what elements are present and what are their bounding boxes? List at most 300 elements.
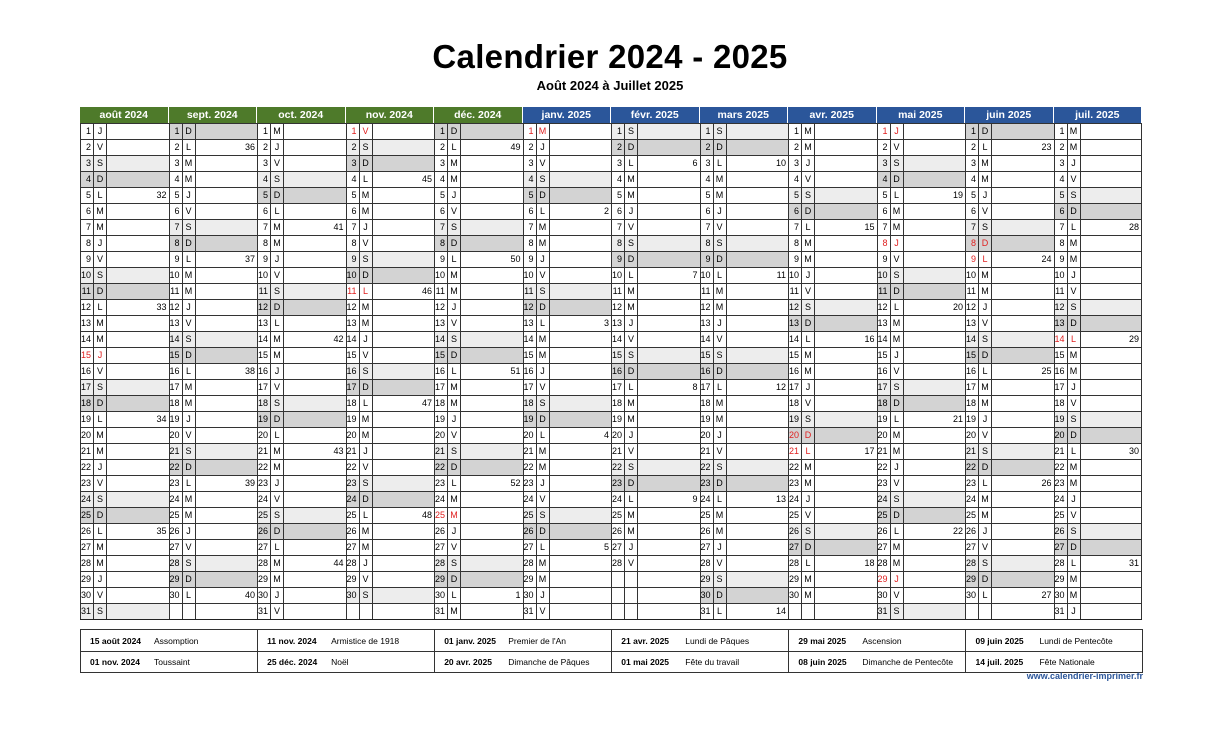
day-number: 16	[700, 364, 713, 379]
day-number: 1	[169, 124, 182, 139]
day-row	[257, 603, 346, 619]
day-number: 24	[257, 492, 270, 507]
week-number	[283, 300, 346, 315]
week-number	[903, 332, 966, 347]
week-number	[195, 572, 258, 587]
day-letter: S	[359, 364, 372, 379]
week-number: 21	[903, 412, 966, 427]
week-number	[637, 444, 700, 459]
day-row	[965, 507, 1054, 523]
day-letter: S	[1067, 412, 1080, 427]
day-row	[80, 395, 169, 411]
day-number: 20	[434, 428, 447, 443]
day-letter: S	[359, 588, 372, 603]
day-row	[611, 443, 700, 459]
day-number: 23	[1054, 476, 1067, 491]
week-number	[637, 236, 700, 251]
day-row	[611, 315, 700, 331]
day-letter: V	[93, 140, 106, 155]
day-letter: M	[978, 156, 991, 171]
day-row	[611, 395, 700, 411]
week-number	[372, 444, 435, 459]
day-number: 19	[611, 412, 624, 427]
week-number	[372, 140, 435, 155]
holiday-date: 01 janv. 2025	[444, 635, 497, 646]
week-number	[372, 412, 435, 427]
week-number	[106, 124, 169, 139]
week-number	[549, 300, 612, 315]
day-letter: L	[978, 252, 991, 267]
week-number	[1080, 476, 1142, 491]
week-number	[283, 604, 346, 619]
day-letter: D	[182, 572, 195, 587]
day-number: 31	[700, 604, 713, 619]
week-number	[549, 572, 612, 587]
day-row	[788, 315, 877, 331]
day-row	[257, 523, 346, 539]
week-number	[106, 204, 169, 219]
day-row	[700, 507, 789, 523]
day-row	[80, 507, 169, 523]
day-row	[346, 571, 435, 587]
day-letter: M	[359, 204, 372, 219]
month-column	[611, 107, 700, 619]
day-letter: L	[536, 540, 549, 555]
day-number: 2	[169, 140, 182, 155]
day-letter: S	[93, 268, 106, 283]
day-letter: M	[624, 284, 637, 299]
day-row	[523, 139, 612, 155]
day-row	[346, 459, 435, 475]
week-number	[283, 316, 346, 331]
day-letter: V	[447, 540, 460, 555]
day-row	[169, 155, 258, 171]
day-letter: M	[624, 524, 637, 539]
week-number	[726, 476, 789, 491]
day-number: 3	[877, 156, 890, 171]
day-row	[1054, 427, 1143, 443]
day-number: 30	[1054, 588, 1067, 603]
day-row	[611, 603, 700, 619]
day-row	[257, 459, 346, 475]
day-letter: M	[93, 444, 106, 459]
day-letter: M	[978, 396, 991, 411]
week-number	[460, 268, 523, 283]
day-letter: V	[978, 204, 991, 219]
day-number: 6	[257, 204, 270, 219]
holiday-name: Ascension	[862, 635, 902, 646]
day-letter: V	[890, 252, 903, 267]
day-row	[788, 523, 877, 539]
day-letter: D	[713, 476, 726, 491]
day-number: 22	[965, 460, 978, 475]
day-letter: J	[536, 476, 549, 491]
day-number: 10	[700, 268, 713, 283]
day-row	[169, 219, 258, 235]
day-row	[877, 395, 966, 411]
day-letter: D	[182, 124, 195, 139]
day-row	[877, 523, 966, 539]
day-letter: L	[890, 300, 903, 315]
week-number	[637, 188, 700, 203]
week-number	[726, 140, 789, 155]
day-row	[257, 235, 346, 251]
week-number	[991, 380, 1054, 395]
week-number	[372, 524, 435, 539]
day-number: 18	[80, 396, 93, 411]
day-number: 8	[877, 236, 890, 251]
week-number	[726, 412, 789, 427]
day-letter: S	[359, 476, 372, 491]
day-letter: M	[801, 572, 814, 587]
day-number: 24	[434, 492, 447, 507]
day-row	[169, 235, 258, 251]
day-row	[80, 443, 169, 459]
day-row	[434, 603, 523, 619]
day-letter: V	[713, 332, 726, 347]
day-letter: S	[93, 604, 106, 619]
day-letter: V	[93, 588, 106, 603]
day-letter: D	[447, 572, 460, 587]
week-number	[1080, 492, 1142, 507]
day-letter: J	[890, 236, 903, 251]
day-letter: V	[536, 492, 549, 507]
day-row	[700, 491, 789, 507]
day-letter: L	[182, 476, 195, 491]
day-letter: M	[182, 284, 195, 299]
day-number: 13	[611, 316, 624, 331]
week-number	[372, 380, 435, 395]
day-number: 15	[257, 348, 270, 363]
day-letter: S	[447, 332, 460, 347]
day-number: 15	[611, 348, 624, 363]
day-row	[877, 379, 966, 395]
day-row	[257, 171, 346, 187]
day-number: 1	[877, 124, 890, 139]
day-number: 15	[523, 348, 536, 363]
week-number	[814, 316, 877, 331]
day-letter: M	[182, 396, 195, 411]
day-number: 12	[80, 300, 93, 315]
day-row	[434, 139, 523, 155]
day-row	[346, 187, 435, 203]
day-number: 8	[169, 236, 182, 251]
day-row	[257, 203, 346, 219]
day-number: 17	[788, 380, 801, 395]
day-letter: M	[182, 492, 195, 507]
day-letter: S	[536, 284, 549, 299]
day-number: 31	[257, 604, 270, 619]
week-number	[903, 428, 966, 443]
day-row	[346, 587, 435, 603]
week-number	[814, 188, 877, 203]
day-number: 15	[1054, 348, 1067, 363]
week-number: 13	[726, 492, 789, 507]
day-row	[788, 267, 877, 283]
day-letter: V	[1067, 396, 1080, 411]
week-number	[903, 348, 966, 363]
day-row	[1054, 539, 1143, 555]
day-number: 4	[700, 172, 713, 187]
week-number	[814, 476, 877, 491]
day-row	[434, 347, 523, 363]
week-number	[814, 140, 877, 155]
day-letter: M	[359, 412, 372, 427]
week-number	[283, 188, 346, 203]
day-number: 16	[523, 364, 536, 379]
week-number	[726, 460, 789, 475]
day-number: 7	[257, 220, 270, 235]
day-number: 9	[169, 252, 182, 267]
day-number: 6	[523, 204, 536, 219]
day-number: 14	[1054, 332, 1067, 347]
day-row	[1054, 331, 1143, 347]
day-letter: J	[1067, 268, 1080, 283]
day-number: 14	[434, 332, 447, 347]
day-letter: V	[536, 380, 549, 395]
week-number	[637, 540, 700, 555]
day-row	[700, 411, 789, 427]
week-number	[283, 508, 346, 523]
week-number	[637, 572, 700, 587]
day-row	[169, 139, 258, 155]
day-letter: L	[1067, 220, 1080, 235]
week-number: 46	[372, 284, 435, 299]
day-letter: M	[270, 460, 283, 475]
day-letter: M	[93, 204, 106, 219]
day-letter: M	[1067, 476, 1080, 491]
day-number: 3	[965, 156, 978, 171]
week-number	[460, 444, 523, 459]
day-number: 17	[523, 380, 536, 395]
day-letter: M	[1067, 252, 1080, 267]
day-letter: J	[713, 316, 726, 331]
day-letter: D	[1067, 540, 1080, 555]
day-number: 24	[700, 492, 713, 507]
day-letter: M	[1067, 572, 1080, 587]
day-row	[700, 347, 789, 363]
week-number	[637, 300, 700, 315]
day-letter: V	[1067, 508, 1080, 523]
day-letter: J	[801, 492, 814, 507]
week-number: 18	[814, 556, 877, 571]
day-row	[700, 235, 789, 251]
day-row	[523, 219, 612, 235]
day-row	[346, 363, 435, 379]
day-letter: S	[890, 604, 903, 619]
day-letter: M	[270, 556, 283, 571]
day-row	[877, 299, 966, 315]
day-row	[788, 587, 877, 603]
day-row	[169, 267, 258, 283]
day-letter: D	[801, 316, 814, 331]
day-letter: D	[978, 572, 991, 587]
week-number	[1080, 156, 1142, 171]
day-letter: V	[182, 428, 195, 443]
day-number: 16	[965, 364, 978, 379]
day-row	[965, 539, 1054, 555]
day-letter: M	[536, 444, 549, 459]
day-number: 30	[434, 588, 447, 603]
day-letter: M	[447, 156, 460, 171]
week-number	[460, 156, 523, 171]
day-letter: L	[359, 396, 372, 411]
day-row	[877, 443, 966, 459]
day-row	[611, 139, 700, 155]
week-number	[195, 220, 258, 235]
calendar-grid	[80, 107, 1142, 620]
day-row	[877, 427, 966, 443]
week-number	[195, 380, 258, 395]
day-letter: L	[801, 220, 814, 235]
day-number: 28	[965, 556, 978, 571]
day-letter: M	[270, 124, 283, 139]
day-row	[169, 427, 258, 443]
day-row	[700, 267, 789, 283]
day-number: 1	[700, 124, 713, 139]
day-number: 15	[169, 348, 182, 363]
week-number	[549, 140, 612, 155]
week-number	[814, 524, 877, 539]
week-number: 27	[991, 588, 1054, 603]
week-number	[726, 124, 789, 139]
day-row	[523, 283, 612, 299]
day-number: 9	[965, 252, 978, 267]
day-number: 6	[434, 204, 447, 219]
holiday-date: 11 nov. 2024	[267, 635, 317, 646]
day-number: 7	[700, 220, 713, 235]
day-row	[700, 251, 789, 267]
week-number	[372, 348, 435, 363]
holiday-name: Fête Nationale	[1039, 657, 1095, 667]
website-link[interactable]: www.calendrier-imprimer.fr	[1026, 671, 1143, 681]
day-number: 23	[788, 476, 801, 491]
day-number: 24	[346, 492, 359, 507]
day-row	[169, 603, 258, 619]
week-number	[814, 508, 877, 523]
week-number: 43	[283, 444, 346, 459]
day-letter: M	[801, 588, 814, 603]
day-number: 8	[257, 236, 270, 251]
day-number: 11	[788, 284, 801, 299]
day-letter: M	[93, 316, 106, 331]
day-letter	[182, 604, 195, 619]
day-letter: J	[624, 204, 637, 219]
day-letter: S	[978, 332, 991, 347]
week-number	[637, 396, 700, 411]
week-number	[195, 348, 258, 363]
day-row	[169, 459, 258, 475]
week-number	[372, 156, 435, 171]
day-letter: J	[270, 588, 283, 603]
week-number: 45	[372, 172, 435, 187]
day-number: 15	[965, 348, 978, 363]
day-number: 14	[169, 332, 182, 347]
week-number	[372, 252, 435, 267]
week-number	[903, 380, 966, 395]
day-number: 10	[877, 268, 890, 283]
day-row	[434, 571, 523, 587]
day-row	[434, 507, 523, 523]
week-number	[991, 268, 1054, 283]
day-number: 13	[346, 316, 359, 331]
day-row	[611, 171, 700, 187]
day-number: 24	[523, 492, 536, 507]
week-number	[106, 236, 169, 251]
week-number: 47	[372, 396, 435, 411]
day-number: 21	[877, 444, 890, 459]
week-number	[372, 332, 435, 347]
day-number: 7	[434, 220, 447, 235]
day-number: 14	[611, 332, 624, 347]
day-letter: M	[447, 508, 460, 523]
day-row	[1054, 155, 1143, 171]
week-number	[283, 156, 346, 171]
week-number	[637, 204, 700, 219]
day-letter: D	[890, 508, 903, 523]
week-number	[460, 348, 523, 363]
day-row	[434, 155, 523, 171]
day-letter: M	[978, 492, 991, 507]
day-letter: L	[536, 316, 549, 331]
day-number: 4	[257, 172, 270, 187]
day-number: 8	[434, 236, 447, 251]
day-row	[523, 427, 612, 443]
week-number	[195, 188, 258, 203]
day-number: 20	[788, 428, 801, 443]
day-row	[1054, 491, 1143, 507]
holiday-cell	[965, 652, 1142, 672]
day-letter: S	[359, 140, 372, 155]
week-number	[195, 396, 258, 411]
day-number: 18	[788, 396, 801, 411]
day-number: 29	[257, 572, 270, 587]
day-number: 16	[257, 364, 270, 379]
week-number: 41	[283, 220, 346, 235]
day-letter: M	[536, 556, 549, 571]
day-number: 11	[169, 284, 182, 299]
day-row	[169, 315, 258, 331]
day-row	[877, 267, 966, 283]
week-number: 33	[106, 300, 169, 315]
week-number	[726, 428, 789, 443]
day-letter: J	[182, 188, 195, 203]
day-number: 2	[965, 140, 978, 155]
day-number: 20	[611, 428, 624, 443]
week-number	[549, 476, 612, 491]
day-number: 17	[434, 380, 447, 395]
week-number	[814, 412, 877, 427]
day-number: 6	[965, 204, 978, 219]
week-number	[283, 524, 346, 539]
week-number	[195, 268, 258, 283]
day-letter: D	[801, 204, 814, 219]
day-row	[346, 523, 435, 539]
day-row	[700, 363, 789, 379]
week-number: 51	[460, 364, 523, 379]
day-number: 23	[877, 476, 890, 491]
week-number	[991, 172, 1054, 187]
day-number: 25	[965, 508, 978, 523]
day-letter: D	[270, 188, 283, 203]
week-number	[903, 492, 966, 507]
day-letter: S	[270, 284, 283, 299]
day-letter: L	[536, 204, 549, 219]
day-number: 12	[523, 300, 536, 315]
day-number: 30	[523, 588, 536, 603]
day-number: 5	[788, 188, 801, 203]
day-row	[877, 491, 966, 507]
